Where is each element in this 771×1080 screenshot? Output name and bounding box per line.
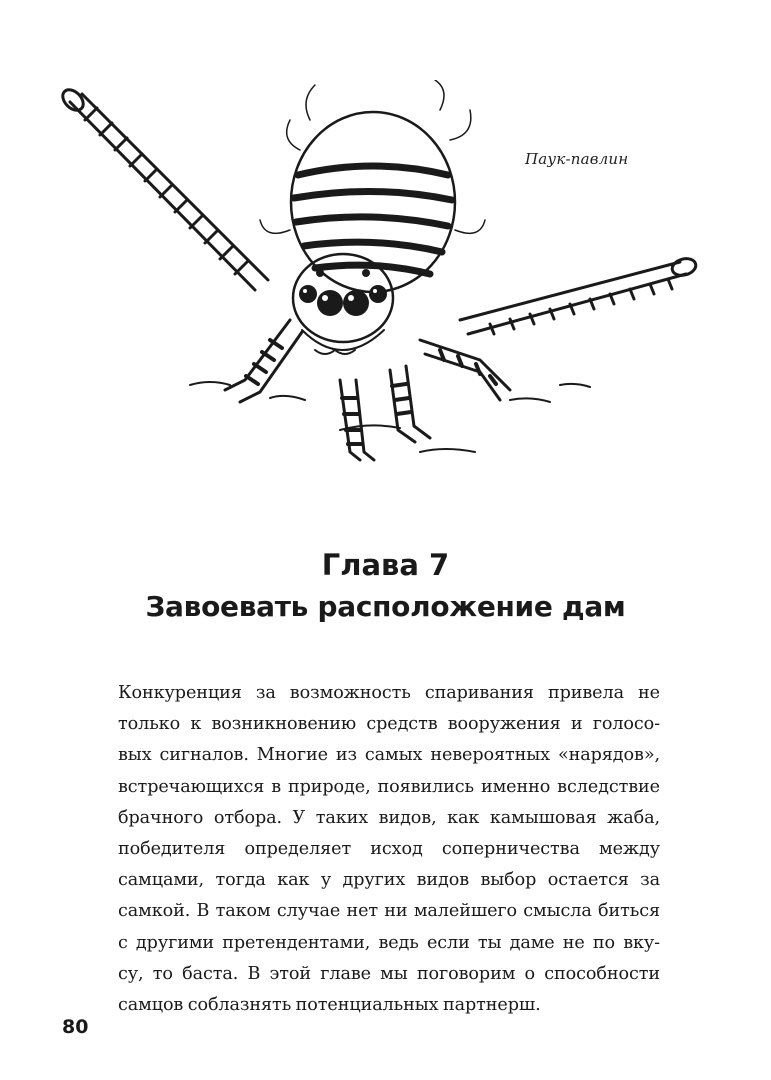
text-line: только к возникновению средств вооружения и голосо- — [118, 714, 660, 735]
chapter-number: Глава 7 — [321, 548, 450, 582]
chapter-title: Завоевать расположение дам — [145, 590, 626, 623]
text-line: вых сигналов. Многие из самых невероятных «нарядов», — [118, 745, 660, 766]
text-line: встречающихся в природе, появились именно вследствие — [118, 776, 660, 797]
text-line: победителя определяет исход соперничества между — [118, 838, 660, 859]
body-paragraph — [118, 678, 660, 1021]
text-line: су, то баста. В этой главе мы поговорим о способности — [118, 963, 660, 984]
text-line: брачного отбора. У таких видов, как камышовая жаба, — [118, 807, 660, 828]
peacock-spider-icon — [40, 80, 720, 480]
text-line: самцами, тогда как у других видов выбор остается за — [118, 870, 660, 891]
illustration-caption: Паук-павлин — [525, 150, 629, 168]
text-line: с другими претендентами, ведь если ты даме не по вку- — [118, 932, 660, 953]
text-line: самцов соблазнять потенциальных партнерш. — [118, 994, 541, 1015]
text-line: самкой. В таком случае нет ни малейшего смысла биться — [118, 901, 660, 922]
page-number: 80 — [62, 1016, 89, 1038]
text-line: Конкуренция за возможность спаривания привела не — [118, 683, 660, 703]
